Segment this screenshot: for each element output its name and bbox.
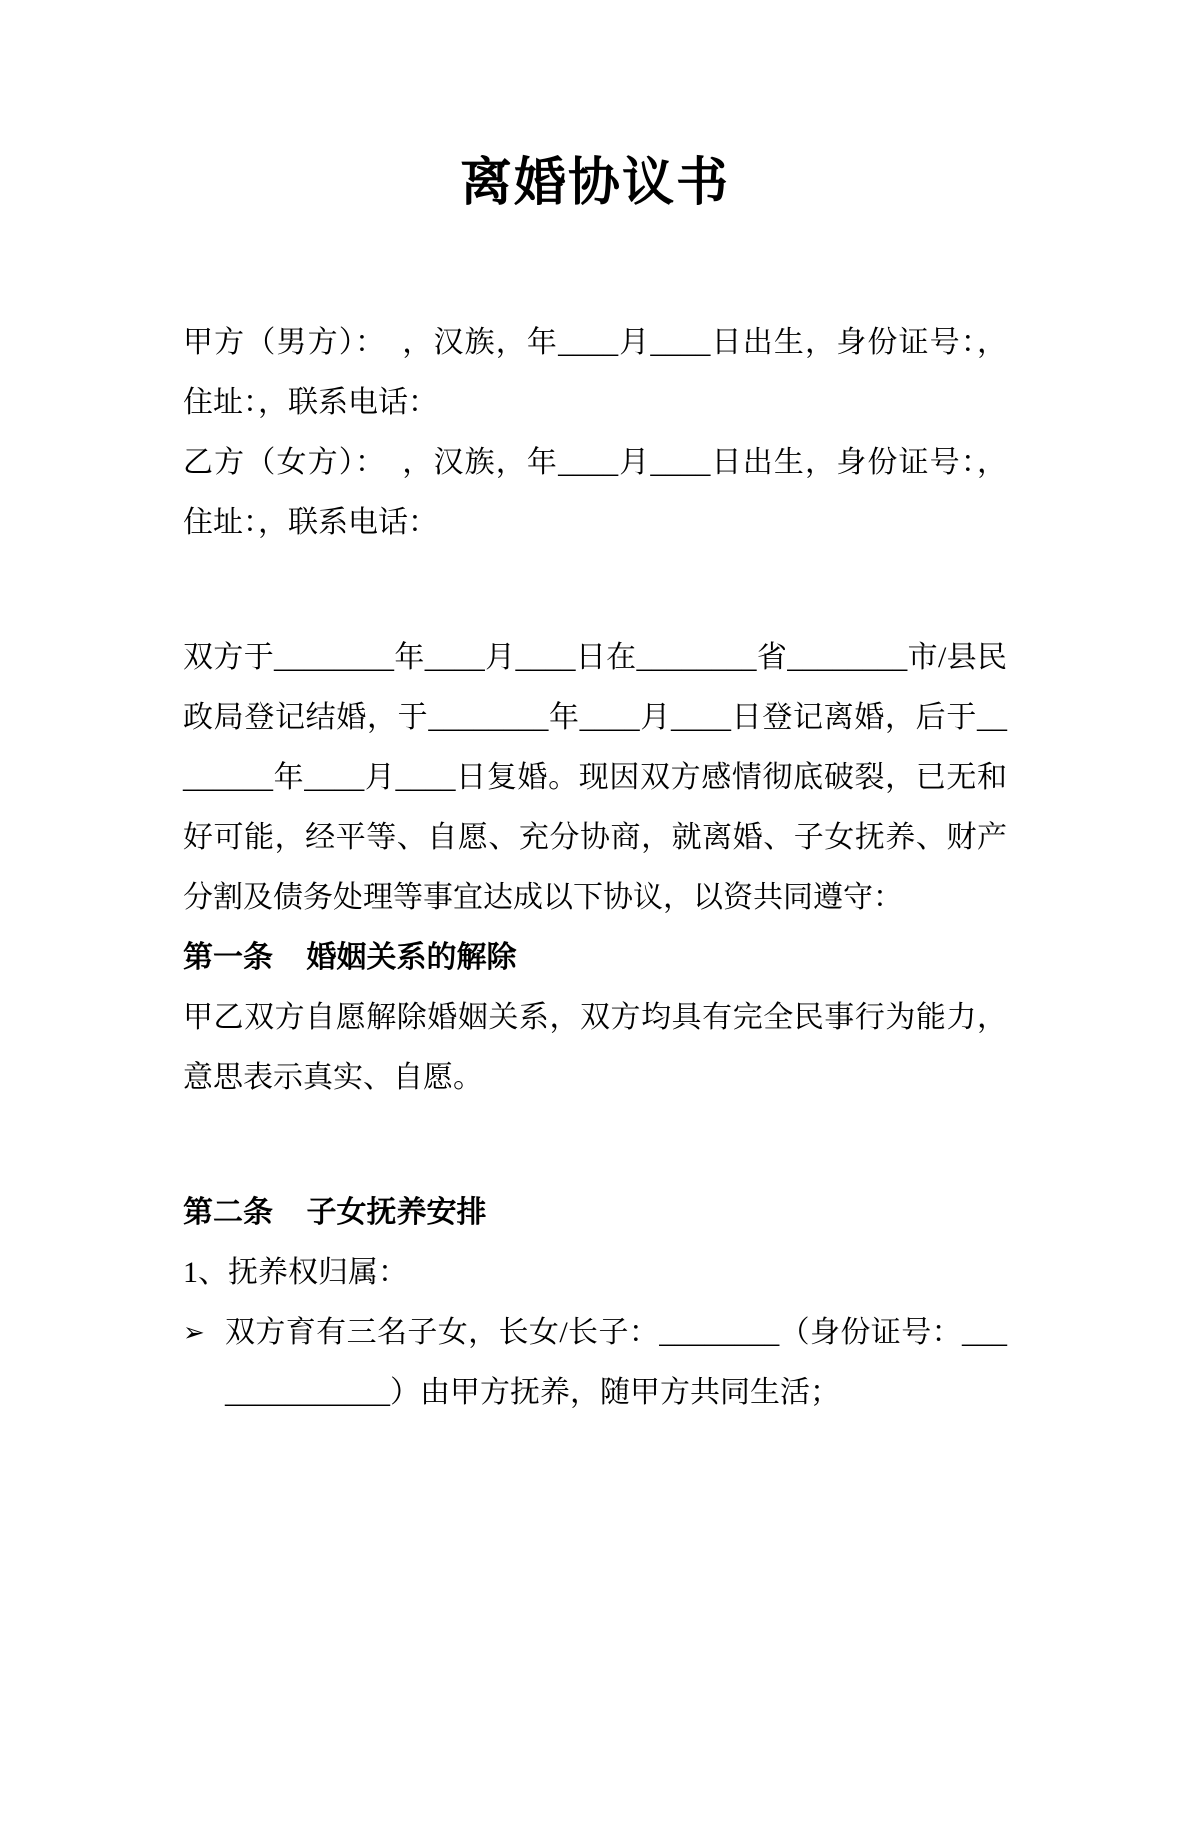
- preamble-paragraph: 双方于________年____月____日在________省________市/县民政局登记结婚，于________年____月____日登记离婚，后于________年____月____日复婚。现因双方感情彻底破裂，已无和好可能，经平等、自愿、充分协商，就离婚、子女抚养、财产分割及债务处理等事宜达成以下协议，以资共同遵守：: [183, 641, 1007, 914]
- article-2-heading: [183, 1183, 1007, 1243]
- arrow-bullet-icon: ➢: [183, 1318, 205, 1347]
- document-page: [0, 150, 1190, 1833]
- document-title: 离婚协议书: [459, 155, 730, 212]
- custody-item-label: 1、抚养权归属：: [183, 1256, 408, 1289]
- article-1-body: 甲乙双方自愿解除婚姻关系，双方均具有完全民事行为能力，意思表示真实、自愿。: [183, 1001, 1007, 1094]
- custody-bullet-text: 双方育有三名子女，长女/长子：________（身份证号：______________）由甲方抚养，随甲方共同生活；: [225, 1316, 1007, 1409]
- custody-bullet-item: [183, 1303, 1007, 1423]
- article-2-title: 子女抚养安排: [306, 1196, 487, 1229]
- article-1-heading: [183, 928, 1007, 988]
- party-a-info: 甲方（男方）： ，汉族，年____月____日出生，身份证号：，住址：，联系电话：: [183, 326, 1007, 419]
- article-1-number: 第一条: [183, 941, 273, 974]
- party-b-info: 乙方（女方）： ，汉族，年____月____日出生，身份证号：，住址：，联系电话：: [183, 446, 1007, 539]
- article-2-number: 第二条: [183, 1196, 273, 1229]
- article-1-title: 婚姻关系的解除: [306, 941, 517, 974]
